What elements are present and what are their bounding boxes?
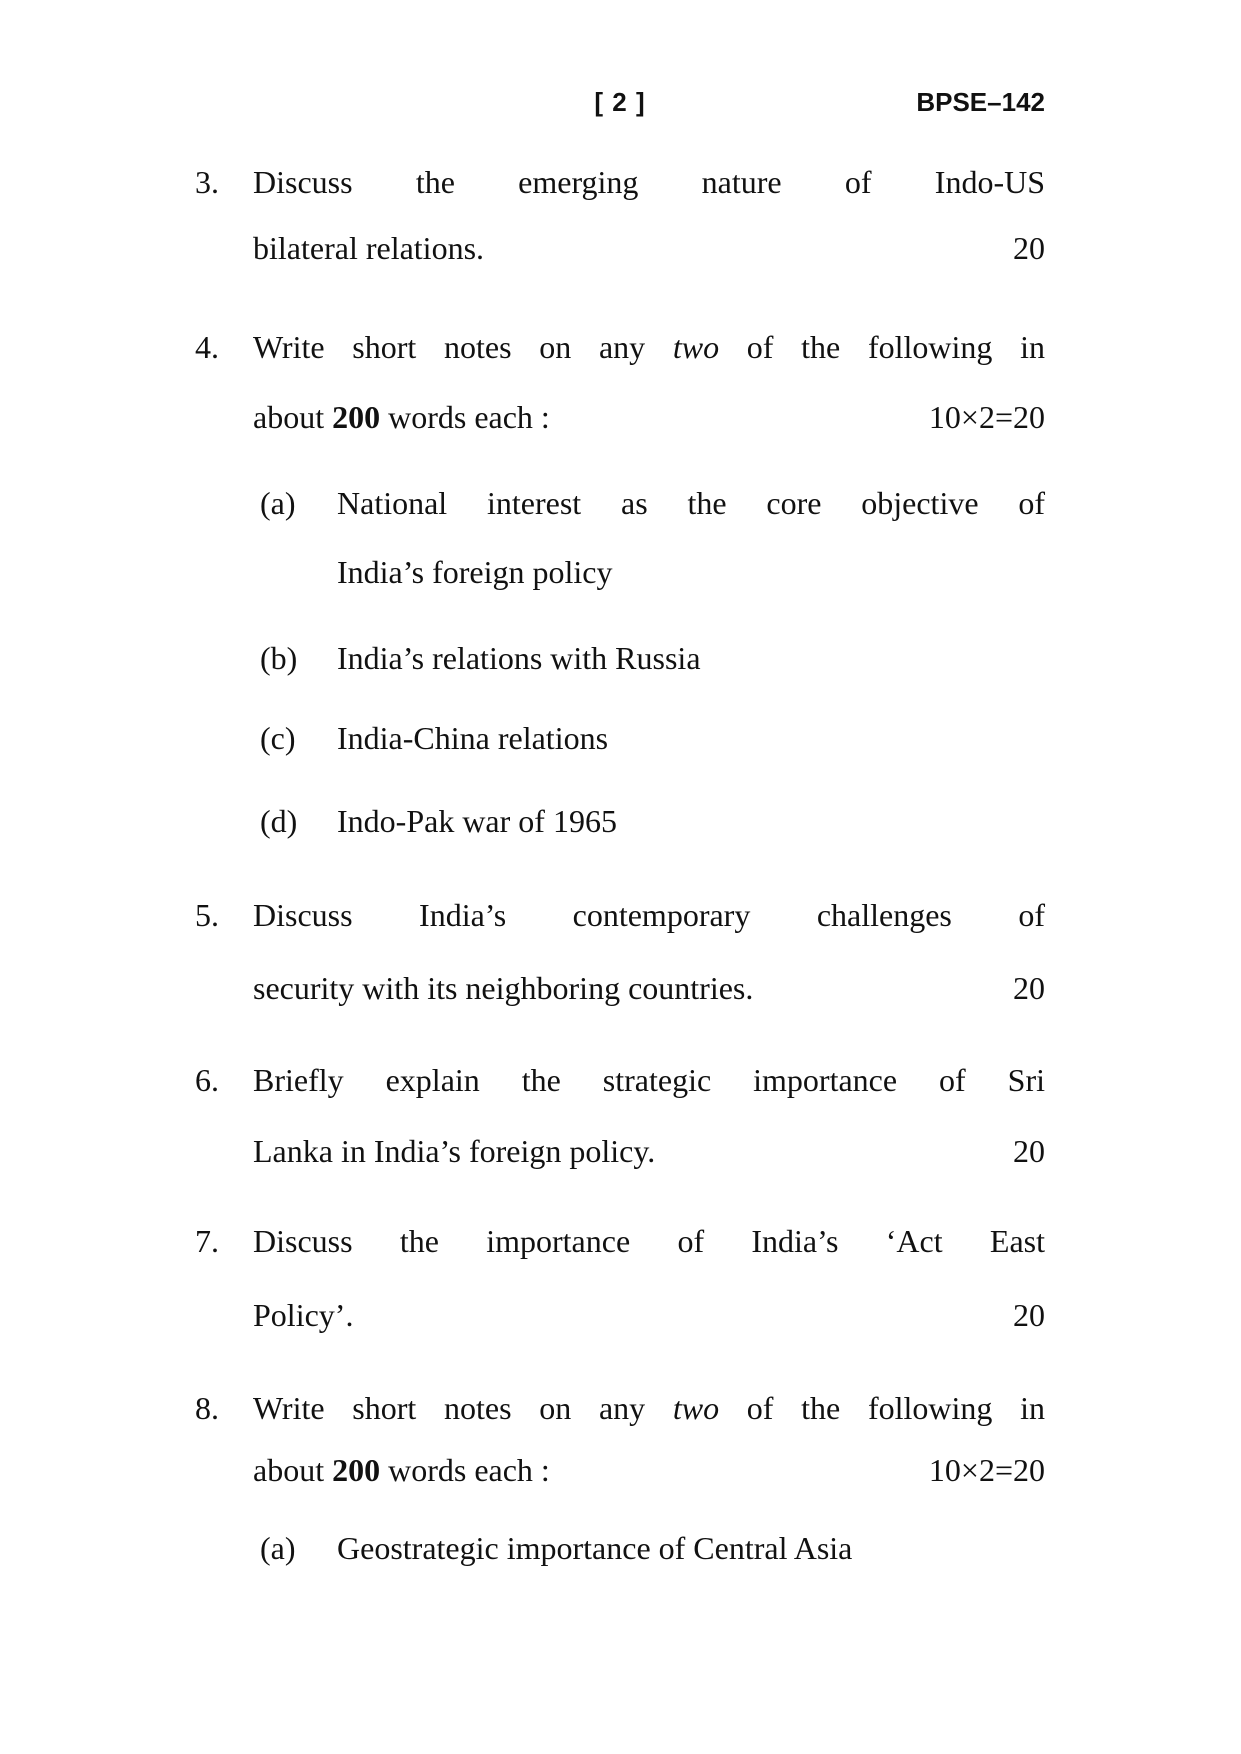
- question-4-subitem-d-body: [337, 804, 1045, 838]
- question-4-subitem-b-body: [337, 641, 1045, 675]
- question-5-line-1: Discuss India’s contemporary challenges of: [253, 897, 1045, 933]
- question-4-line-1-seg2: of the following in: [719, 329, 1046, 365]
- question-8-line-1-seg2: of the following in: [719, 1390, 1046, 1426]
- question-4-subitem-b-label: (b): [260, 640, 298, 676]
- question-4-subitem-d-label: (d): [260, 803, 298, 839]
- question-3-marks: 20: [1013, 230, 1045, 266]
- question-7-marks: 20: [1013, 1297, 1045, 1333]
- question-7-body: [253, 1224, 1045, 1332]
- question-4-line-2-seg2: words each :: [380, 399, 550, 435]
- question-4-subitem-b: [260, 641, 1045, 675]
- question-3-line-2-text: bilateral relations.: [253, 230, 485, 266]
- question-4-subitem-c-label: (c): [260, 720, 296, 756]
- question-4-number: 4.: [195, 329, 219, 365]
- question-4: [195, 330, 1045, 434]
- question-8-line-2-seg2: words each :: [380, 1452, 550, 1488]
- question-4-subitem-a-label: (a): [260, 485, 296, 521]
- question-4-body: [253, 330, 1045, 434]
- question-8-line-1-seg1: Write short notes on any: [253, 1390, 673, 1426]
- question-6-body: [253, 1063, 1045, 1168]
- question-4-line-1-emphasis: two: [672, 329, 720, 365]
- question-7-line-1: Discuss the importance of India’s ‘Act East: [253, 1223, 1045, 1259]
- question-3-number: 3.: [195, 164, 219, 200]
- question-5: [195, 898, 1045, 1005]
- course-code: BPSE–142: [916, 87, 1045, 117]
- question-4-subitem-d-line-1: Indo-Pak war of 1965: [337, 803, 617, 839]
- question-6-marks: 20: [1013, 1133, 1045, 1169]
- question-4-subitem-c-body: [337, 721, 1045, 755]
- question-8-line-2-seg1: about: [253, 1452, 333, 1488]
- page-header: [195, 88, 1045, 116]
- question-5-body: [253, 898, 1045, 1005]
- question-6-line-2-text: Lanka in India’s foreign policy.: [253, 1133, 656, 1169]
- question-8-subitem-a-label: (a): [260, 1530, 296, 1566]
- page-number: [ 2 ]: [594, 87, 646, 117]
- question-6-number: 6.: [195, 1062, 219, 1098]
- question-5-number: 5.: [195, 897, 219, 933]
- question-7-number: 7.: [195, 1223, 219, 1259]
- question-8-number: 8.: [195, 1390, 219, 1426]
- question-6-line-2: [253, 1134, 1045, 1168]
- question-4-subitem-c: [260, 721, 1045, 755]
- question-4-line-2-text: [253, 400, 550, 434]
- question-7-line-2: [253, 1298, 1045, 1332]
- question-6: [195, 1063, 1045, 1168]
- question-4-subitem-d: [260, 804, 1045, 838]
- question-8-line-2: [253, 1453, 1045, 1487]
- question-8-line-2-bold: 200: [332, 1452, 381, 1488]
- question-3-body: [253, 165, 1045, 265]
- question-7-line-2-text: Policy’.: [253, 1297, 354, 1333]
- question-4-subitem-a-line-2: India’s foreign policy: [337, 554, 613, 590]
- question-8-subitem-a-line-1: Geostrategic importance of Central Asia: [337, 1530, 853, 1566]
- question-4-line-1: [253, 330, 1045, 364]
- question-4-line-1-seg1: Write short notes on any: [253, 329, 673, 365]
- question-4-subitem-a-body: [337, 486, 1045, 589]
- question-7: [195, 1224, 1045, 1332]
- question-8-line-2-text: [253, 1453, 550, 1487]
- question-4-subitem-a: [260, 486, 1045, 589]
- question-3-line-2: [253, 231, 1045, 265]
- question-4-line-2-bold: 200: [332, 399, 381, 435]
- question-6-line-1: Briefly explain the strategic importance of Sri: [253, 1062, 1045, 1098]
- question-5-marks: 20: [1013, 970, 1045, 1006]
- question-8-marks: 10×2=20: [928, 1452, 1045, 1488]
- question-4-subitem-a-line-1: National interest as the core objective of: [337, 485, 1045, 521]
- question-5-line-2-text: security with its neighboring countries.: [253, 970, 754, 1006]
- question-8-line-1-emphasis: two: [672, 1390, 720, 1426]
- question-4-subitem-b-line-1: India’s relations with Russia: [337, 640, 701, 676]
- question-3-line-1: Discuss the emerging nature of Indo-US: [253, 164, 1045, 200]
- question-8-line-1: [253, 1391, 1045, 1425]
- question-8-subitem-a: [260, 1531, 1045, 1565]
- question-8-subitem-a-body: [337, 1531, 1045, 1565]
- question-3: [195, 165, 1045, 265]
- question-8-body: [253, 1391, 1045, 1487]
- question-4-marks: 10×2=20: [928, 399, 1045, 435]
- question-5-line-2: [253, 971, 1045, 1005]
- question-4-line-2-seg1: about: [253, 399, 333, 435]
- question-4-line-2: [253, 400, 1045, 434]
- question-8: [195, 1391, 1045, 1487]
- question-4-subitem-c-line-1: India-China relations: [337, 720, 609, 756]
